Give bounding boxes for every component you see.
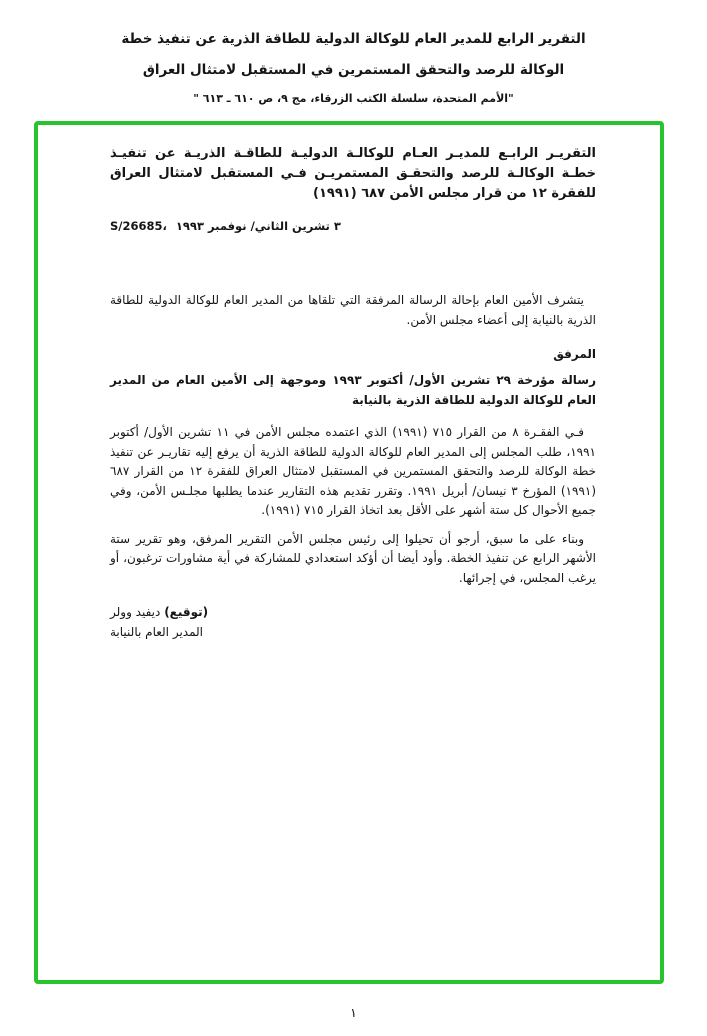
signature-line [110, 603, 596, 623]
document-symbol: S/26685، [110, 219, 167, 233]
signature-title: المدير العام بالنيابة [110, 624, 204, 639]
signature-label: (توقيع) [164, 605, 209, 619]
header-title-line2: الوكالة للرصد والتحقق المستمرين في المستقبل لامتثال العراق [142, 62, 565, 78]
paragraph-transmittal: يتشرف الأمين العام بإحالة الرسالة المرفقة التي تلقاها من المدير العام للوكالة الدولية للطاقة الذرية بالنيابة إلى أعضاء مجلس الأمن. [110, 293, 596, 327]
header-title-line1: التقرير الرابع للمدير العام للوكالة الدولية للطاقة الذرية عن تنفيذ خطة [121, 31, 586, 47]
header-source-line: "الأمم المتحدة، سلسلة الكتب الزرقاء، مج ٩، ص ٦١٠ ـ ٦١٣ " [193, 92, 514, 105]
report-heading-line1: التقريـر الرابـع للمديـر العـام للوكالـة الدوليـة للطاقـة الذريـة عن تنفيـذ [110, 146, 596, 161]
annex-title: رسالة مؤرخة ٢٩ تشرين الأول/ أكتوبر ١٩٩٣ وموجهة إلى الأمين العام من المدير العام للوكالة الدولية للطاقة الذرية بالنيابة [110, 373, 597, 407]
document-symbol-line [110, 219, 596, 233]
annex-label: المرفق [553, 347, 596, 361]
report-heading-line2: خطـة الوكالـة للرصد والتحقـق المستمريـن فـي المستقبل لامتثال العراق [110, 166, 596, 181]
signature-name: ديفيد وولر [110, 605, 161, 619]
document-date: ٣ تشرين الثاني/ نوفمبر ١٩٩٣ [175, 219, 341, 233]
document-header [0, 24, 707, 112]
paragraph-resolution: فـي الفقـرة ٨ من القرار ٧١٥ (١٩٩١) الذي اعتمده مجلس الأمن في ١١ تشرين الأول/ أكتوبر ١٩٩١، طلب المجلس إلى المدير العام للوكالة الدولية للطاقة الذرية أن يرفع إليه تقاريـر عن تنفيذ خطة الوكالة للرصد والتحقق المستمرين في المستقبل لامتثال العراق للفقرة ١٢ من القرار ٦٨٧ (١٩٩١) المؤرخ ٣ نيسان/ أبريل ١٩٩١. وتقرر تقديم هذه التقارير عندما يطلبها مجلـس الأمن، وفي جميع الأحوال كل ستة أشهر على الأقل بعد اتخاذ القرار ٧١٥ (١٩٩١). [110, 425, 597, 517]
document-body [38, 125, 660, 642]
highlight-border-box [34, 121, 664, 984]
page-number: ١ [350, 1005, 357, 1020]
paragraph-closing: وبناء على ما سبق، أرجو أن تحيلوا إلى رئيس مجلس الأمن التقرير المرفق، وهو تقرير ستة الأشهر الرابع عن تنفيذ الخطة. وأود أيضا أن أؤكد استعدادي للمشاركة في أية مشاورات ترغبون، أو يرغب المجلس، في إجرائها. [110, 531, 596, 585]
report-heading-line3: للفقرة ١٢ من قرار مجلس الأمن ٦٨٧ (١٩٩١) [313, 186, 596, 201]
report-heading [110, 144, 596, 204]
